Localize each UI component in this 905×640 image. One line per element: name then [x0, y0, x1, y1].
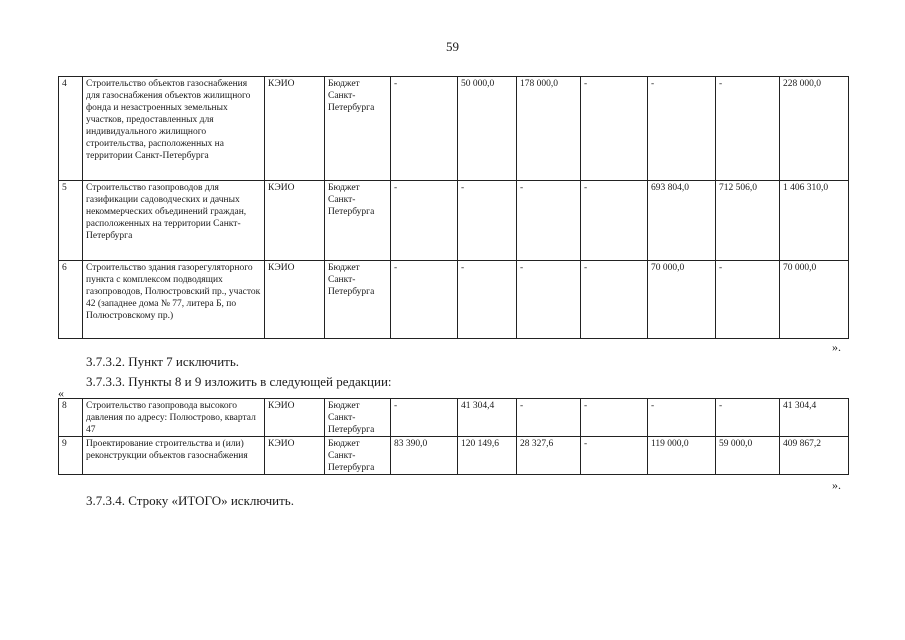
- amount-4: -: [581, 181, 648, 261]
- executor: КЭИО: [265, 77, 325, 181]
- closing-quote: ».: [832, 478, 841, 492]
- funding-source: Бюджет Санкт-Петербурга: [325, 437, 391, 475]
- row-number: 8: [59, 399, 83, 437]
- page-number: 59: [446, 39, 459, 54]
- amount-2: 41 304,4: [458, 399, 517, 437]
- amount-6: -: [716, 261, 780, 339]
- opening-quote: «: [58, 386, 64, 400]
- amount-total: 228 000,0: [780, 77, 849, 181]
- executor: КЭИО: [265, 261, 325, 339]
- amount-6: -: [716, 77, 780, 181]
- activity-name: Строительство объектов газоснабжения для газоснабжения объектов жилищного фонда и незастроенных земельных участков, предоставленных для индивидуального жилищного строительства, расположенных на территории Санкт-Петербурга: [83, 77, 265, 181]
- table-row: [59, 261, 849, 339]
- amount-5: -: [648, 77, 716, 181]
- row-number: 4: [59, 77, 83, 181]
- paragraph-3-7-3-3: 3.7.3.3. Пункты 8 и 9 изложить в следующей редакции:: [86, 374, 392, 389]
- amount-1: -: [391, 399, 458, 437]
- paragraph-3-7-3-2: 3.7.3.2. Пункт 7 исключить.: [86, 354, 240, 369]
- amount-5: -: [648, 399, 716, 437]
- amount-3: 28 327,6: [517, 437, 581, 475]
- funding-source: Бюджет Санкт-Петербурга: [325, 261, 391, 339]
- amount-3: -: [517, 399, 581, 437]
- table-row: [59, 399, 849, 437]
- amount-3: -: [517, 181, 581, 261]
- row-number: 5: [59, 181, 83, 261]
- amount-2: 50 000,0: [458, 77, 517, 181]
- amount-5: 70 000,0: [648, 261, 716, 339]
- amount-2: -: [458, 261, 517, 339]
- funding-source: Бюджет Санкт-Петербурга: [325, 77, 391, 181]
- amount-5: 119 000,0: [648, 437, 716, 475]
- amount-total: 41 304,4: [780, 399, 849, 437]
- table-row: [59, 77, 849, 181]
- amount-total: 409 867,2: [780, 437, 849, 475]
- amount-6: -: [716, 399, 780, 437]
- executor: КЭИО: [265, 437, 325, 475]
- row-number: 9: [59, 437, 83, 475]
- amount-6: 712 506,0: [716, 181, 780, 261]
- amount-4: -: [581, 261, 648, 339]
- activity-name: Строительство здания газорегуляторного пункта с комплексом подводящих газопроводов, Полюстровский пр., участок 42 (западнее дома № 77, литера Б, по Полюстровскому пр.): [83, 261, 265, 339]
- amount-1: -: [391, 181, 458, 261]
- amount-3: 178 000,0: [517, 77, 581, 181]
- amount-total: 70 000,0: [780, 261, 849, 339]
- amount-3: -: [517, 261, 581, 339]
- activity-name: Строительство газопроводов для газификации садоводческих и дачных некоммерческих объединений граждан, расположенных на территории Санкт-Петербурга: [83, 181, 265, 261]
- activity-name: Проектирование строительства и (или) реконструкции объектов газоснабжения: [83, 437, 265, 475]
- amount-1: -: [391, 261, 458, 339]
- amount-total: 1 406 310,0: [780, 181, 849, 261]
- amount-4: -: [581, 437, 648, 475]
- amount-5: 693 804,0: [648, 181, 716, 261]
- table-row: [59, 181, 849, 261]
- closing-quote: ».: [832, 340, 841, 354]
- funding-source: Бюджет Санкт-Петербурга: [325, 399, 391, 437]
- paragraph-3-7-3-4: 3.7.3.4. Строку «ИТОГО» исключить.: [86, 493, 294, 508]
- funding-source: Бюджет Санкт-Петербурга: [325, 181, 391, 261]
- program-table-part-2: [58, 398, 849, 475]
- amount-2: -: [458, 181, 517, 261]
- table-row: [59, 437, 849, 475]
- executor: КЭИО: [265, 181, 325, 261]
- amount-4: -: [581, 399, 648, 437]
- amount-1: 83 390,0: [391, 437, 458, 475]
- amount-4: -: [581, 77, 648, 181]
- row-number: 6: [59, 261, 83, 339]
- amount-2: 120 149,6: [458, 437, 517, 475]
- executor: КЭИО: [265, 399, 325, 437]
- amount-1: -: [391, 77, 458, 181]
- activity-name: Строительство газопровода высокого давления по адресу: Полюстрово, квартал 47: [83, 399, 265, 437]
- program-table-part-1: [58, 76, 849, 339]
- amount-6: 59 000,0: [716, 437, 780, 475]
